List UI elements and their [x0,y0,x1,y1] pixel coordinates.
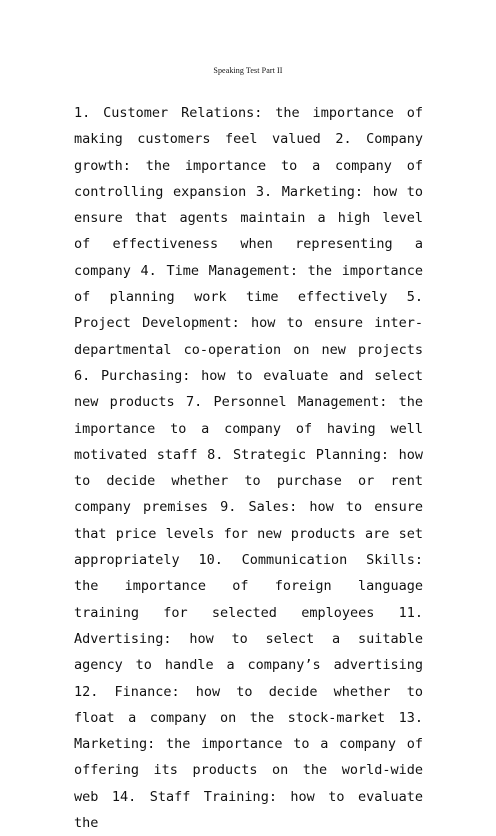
page-title: Speaking Test Part II [213,66,283,75]
topic-list-text: 1. Customer Relations: the importance of making customers feel valued 2. Company growth: the importance to a company of controlling expansion 3. Marketing: how to ensure that agents maintain a high level of effectiveness when representing a company 4. Time Management: the importance of planning work time effectively 5. Project Development: how to ensure inter-departmental co-operation on new projects 6. Purchasing: how to evaluate and select new products 7. Personnel Management: the importance to a company of having well motivated staff 8. Strategic Planning: how to decide whether to purchase or rent company premises 9. Sales: how to ensure that price levels for new products are set appropriately 10. Communication Skills: the importance of foreign language training for selected employees 11. Advertising: how to select a suitable agency to handle a company’s advertising 12. Finance: how to decide whether to float a company on the stock-market 13. Marketing: the importance to a company of offering its products on the world-wide web 14. Staff Training: how to evaluate the [74,105,423,832]
